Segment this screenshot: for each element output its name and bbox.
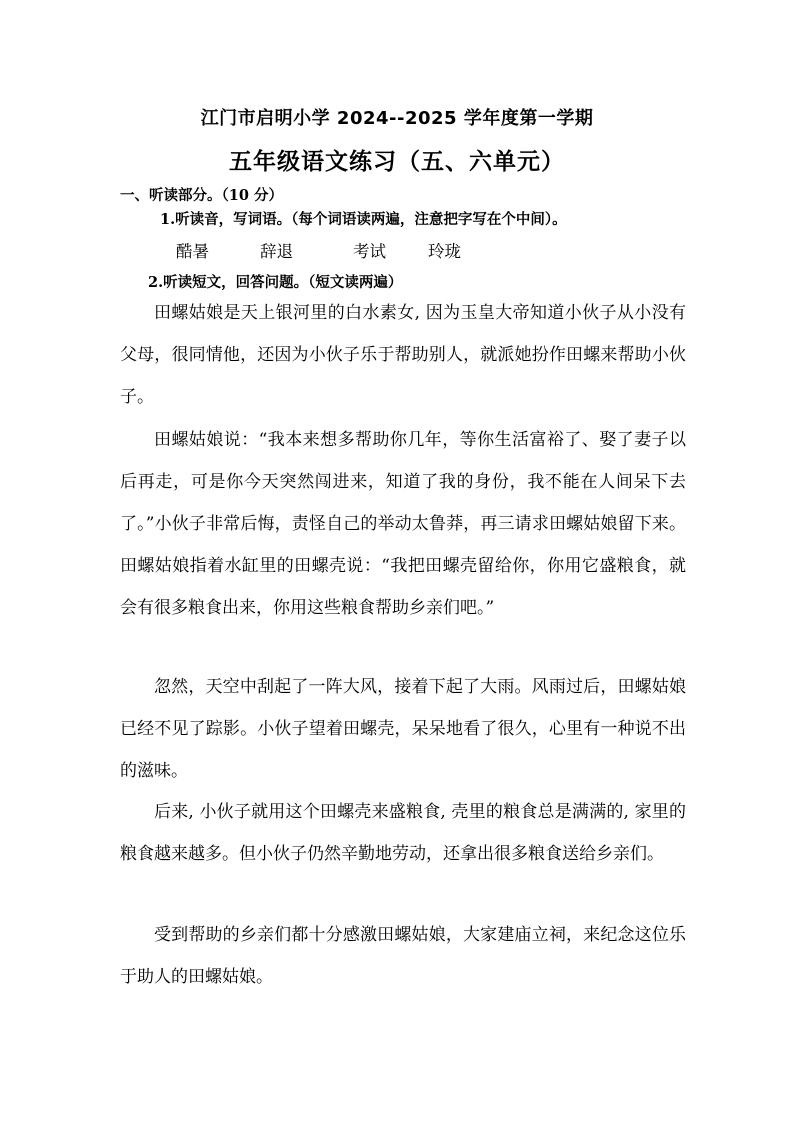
passage-paragraph-2: 田螺姑娘说：“我本来想多帮助你几年，等你生活富裕了、娶了妻子以后再走，可是你今天突然闯进来，知道了我的身份，我不能在人间呆下去了。”小伙子非常后悔，责怪自己的举动太鲁莽，再三请求田螺姑娘留下来。田螺姑娘指着水缸里的田螺壳说：“我把田螺壳留给你，你用它盛粮食，就会有很多粮食出来，你用这些粮食帮助乡亲们吧。” bbox=[120, 430, 686, 618]
exam-title: 五年级语文练习（五、六单元） bbox=[229, 149, 565, 175]
question-1-instruction: 1.听读音，写词语。（每个词语读两遍，注意把字写在个中间）。 bbox=[160, 211, 567, 228]
passage-paragraph-3: 忽然，天空中刮起了一阵大风，接着下起了大雨。风雨过后，田螺姑娘已经不见了踪影。小伙子望着田螺壳，呆呆地看了很久，心里有一种说不出的滋味。 bbox=[120, 677, 686, 781]
dictation-word: 酷暑 bbox=[176, 242, 209, 261]
dictation-word: 辞退 bbox=[260, 242, 293, 261]
section-one-heading: 一、听读部分。（10 分） bbox=[120, 187, 283, 204]
passage-paragraph-4: 后来, 小伙子就用这个田螺壳来盛粮食, 壳里的粮食总是满满的, 家里的粮食越来越多。但小伙子仍然辛勤地劳动，还拿出很多粮食送给乡亲们。 bbox=[120, 802, 686, 864]
passage-paragraph-5: 受到帮助的乡亲们都十分感激田螺姑娘，大家建庙立祠，来纪念这位乐于助人的田螺姑娘。 bbox=[120, 925, 686, 987]
school-term-title: 江门市启明小学 2024--2025 学年度第一学期 bbox=[200, 108, 594, 129]
dictation-word: 玲珑 bbox=[428, 242, 461, 261]
passage-paragraph-1: 田螺姑娘是天上银河里的白水素女, 因为玉皇大帝知道小伙子从小没有父母，很同情他，还因为小伙子乐于帮助别人，就派她扮作田螺来帮助小伙子。 bbox=[120, 303, 686, 407]
dictation-word: 考试 bbox=[353, 242, 386, 261]
question-2-instruction: 2.听读短文，回答问题。（短文读两遍） bbox=[148, 274, 403, 291]
